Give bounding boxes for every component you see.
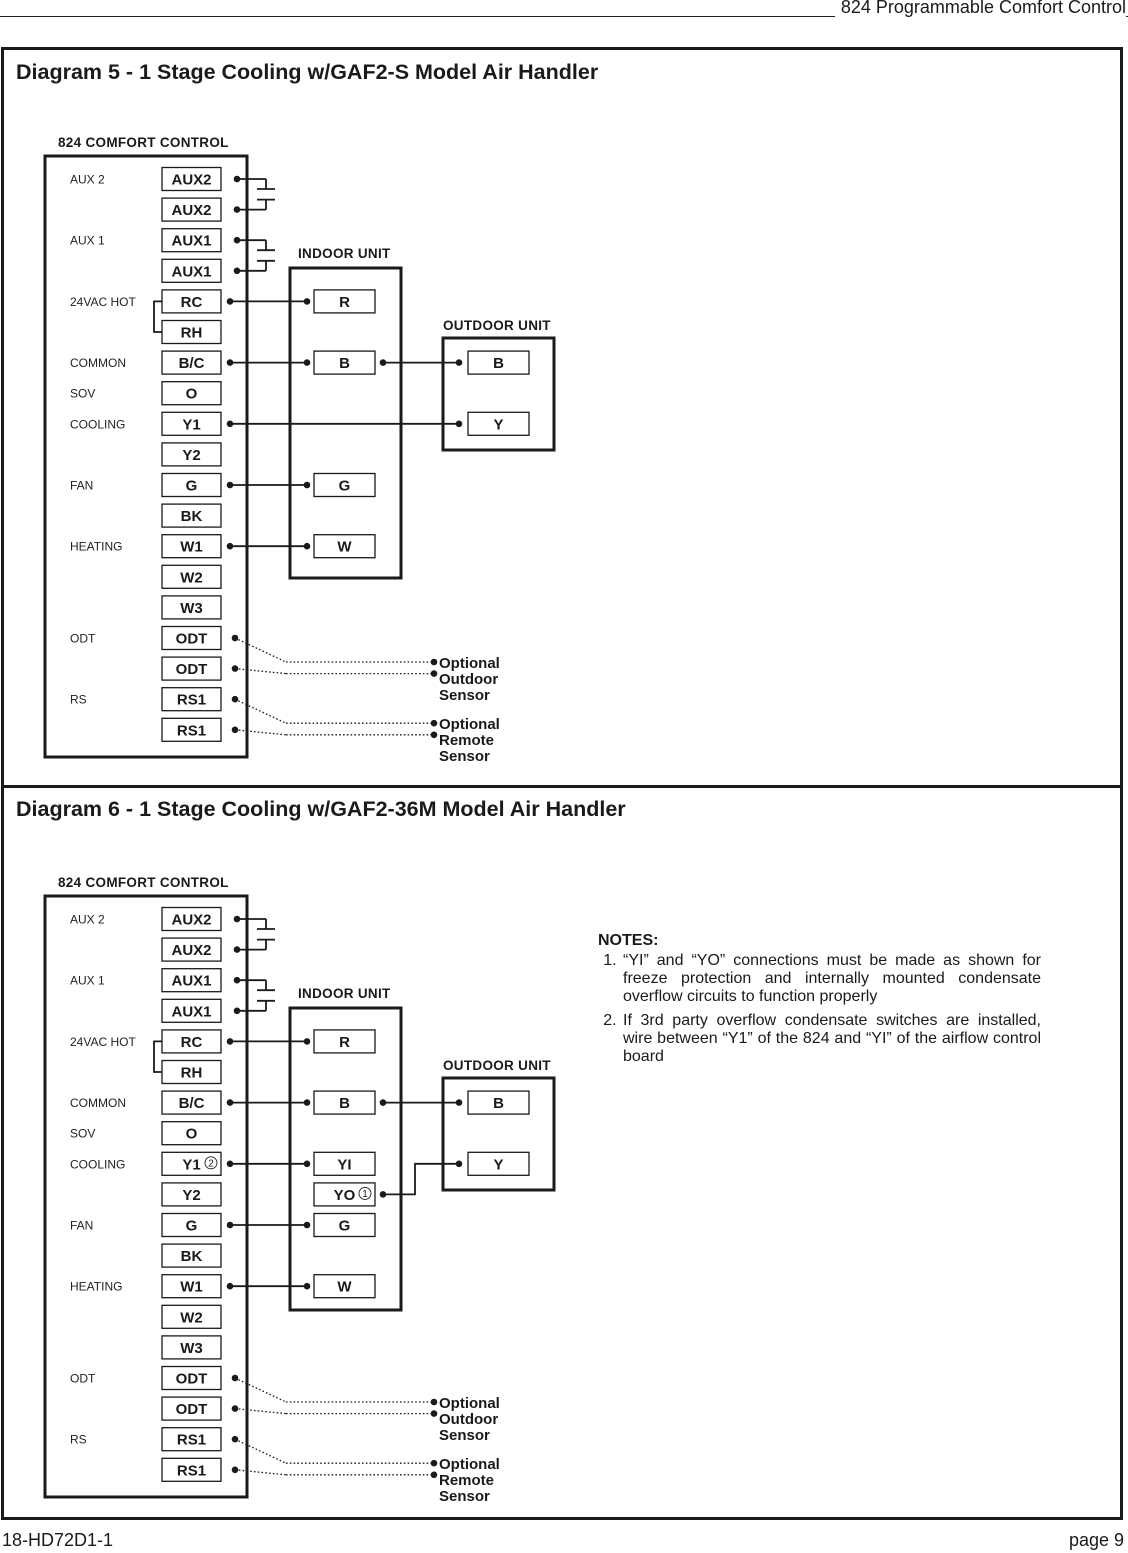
side-label-aux2: AUX 2 [70,912,105,927]
doc-number: 18-HD72D1-1 [2,1530,114,1550]
control-terminal-rc: RC [180,293,203,311]
control-terminal-odt: ODT [175,1370,208,1388]
control-terminal-rs1: RS1 [176,1431,207,1449]
control-terminal-w3: W3 [180,1339,203,1357]
indoor-terminal-g: G [338,1217,351,1235]
control-terminal-rh: RH [180,324,203,342]
indoor-terminal-w: W [337,1278,352,1296]
indoor-terminal-b: B [339,355,350,373]
outdoor-terminal-y: Y [493,1156,504,1174]
optional-remote-sensor-label: Sensor [439,748,490,766]
side-label-heating: HEATING [70,1279,123,1294]
control-terminal-y2: Y2 [182,446,201,464]
control-terminal-y1: Y1 [182,416,201,434]
control-terminal-w1: W1 [180,1278,203,1296]
optional-outdoor-sensor-label: Optional [439,655,500,672]
terminal-dot [431,720,438,727]
diagram-5-wiring [45,135,554,765]
side-label-aux1: AUX 1 [70,233,105,248]
side-label-cooling: COOLING [70,417,126,432]
notes [595,932,1041,1072]
note-marker-y1-text: 2 [208,1158,214,1170]
control-terminal-aux1: AUX1 [171,232,212,250]
terminal-dot [431,670,438,677]
note-2: 2. If 3rd party overflow condensate switches are installed, wire between “Y1” of the 824 and “YI” of the airflow control board [621,1012,1041,1066]
indoor-terminal-yo: YO [333,1186,356,1204]
outdoor-unit-title: OUTDOOR UNIT [443,1058,551,1073]
outdoor-terminal-b: B [493,355,504,373]
side-label-common: COMMON [70,1096,126,1111]
optional-wire [235,1470,286,1475]
control-box-title: 824 COMFORT CONTROL [58,135,229,150]
control-terminal-y1: Y1 [182,1156,201,1174]
side-label-cooling: COOLING [70,1157,126,1172]
control-terminal-rs1: RS1 [176,1462,207,1480]
side-label-sov: SOV [70,1126,96,1141]
optional-wire [235,669,286,674]
side-label-common: COMMON [70,356,126,371]
optional-remote-sensor-label: Optional [439,1456,500,1474]
control-terminal-aux1: AUX1 [171,263,212,281]
control-terminal-g: G [185,477,198,495]
control-terminal-w2: W2 [180,1309,203,1327]
indoor-terminal-r: R [339,293,350,311]
control-terminal-rh: RH [180,1064,203,1082]
control-terminal-bc: B/C [178,355,205,373]
rc-rh-jumper [154,1041,162,1072]
control-terminal-aux2: AUX2 [171,911,212,929]
optional-remote-sensor-label: Sensor [439,1488,490,1506]
optional-outdoor-sensor-label: Sensor [439,687,490,704]
optional-outdoor-sensor-label: Optional [439,1395,500,1412]
optional-remote-sensor-label: Optional [439,716,500,734]
control-terminal-w3: W3 [180,599,203,617]
side-label-hot: 24VAC HOT [70,1034,136,1049]
indoor-terminal-b: B [339,1095,350,1113]
indoor-terminal-w: W [337,538,352,556]
optional-outdoor-sensor-label: Outdoor [439,1411,499,1428]
side-label-odt: ODT [70,631,96,646]
control-terminal-bk: BK [180,1248,203,1266]
optional-wire [235,1409,286,1414]
terminal-dot [431,732,438,739]
side-label-fan: FAN [70,1218,94,1233]
indoor-unit-title: INDOOR UNIT [298,986,391,1001]
notes-heading: NOTES: [598,932,659,949]
indoor-unit-title: INDOOR UNIT [298,246,391,261]
control-terminal-rs1: RS1 [176,691,207,709]
control-terminal-o: O [185,385,198,403]
terminal-dot [431,659,438,666]
control-terminal-w2: W2 [180,569,203,587]
control-terminal-aux1: AUX1 [171,972,212,990]
page-header-title: 824 Programmable Comfort Control [835,0,1126,18]
terminal-dot [431,1472,438,1479]
terminal-dot [431,1399,438,1406]
optional-wire [235,699,286,723]
control-terminal-odt: ODT [175,1401,208,1419]
side-label-rs: RS [70,1432,87,1447]
control-box-title: 824 COMFORT CONTROL [58,875,229,890]
diagram-5-title: Diagram 5 - 1 Stage Cooling w/GAF2-S Model Air Handler [16,60,599,84]
side-label-odt: ODT [70,1371,96,1386]
side-label-aux1: AUX 1 [70,973,105,988]
control-terminal-odt: ODT [175,661,208,679]
indoor-terminal-r: R [339,1033,350,1051]
side-label-aux2: AUX 2 [70,172,105,187]
rc-rh-jumper [154,301,162,332]
side-label-hot: 24VAC HOT [70,294,136,309]
indoor-terminal-g: G [338,477,351,495]
control-terminal-aux2: AUX2 [171,202,212,220]
side-label-heating: HEATING [70,539,123,554]
diagram-6-wiring [45,875,554,1505]
terminal-dot [431,1410,438,1417]
control-terminal-aux2: AUX2 [171,171,212,189]
terminal-dot [431,1460,438,1467]
optional-remote-sensor-label: Remote [439,1472,495,1490]
control-terminal-w1: W1 [180,538,203,556]
side-label-fan: FAN [70,478,94,493]
control-terminal-g: G [185,1217,198,1235]
side-label-sov: SOV [70,386,96,401]
control-terminal-y2: Y2 [182,1186,201,1204]
optional-wire [235,638,286,662]
optional-remote-sensor-label: Remote [439,732,495,750]
optional-wire [235,1439,286,1463]
outdoor-terminal-b: B [493,1095,504,1113]
indoor-terminal-yi: YI [337,1156,352,1174]
diagram-6-title: Diagram 6 - 1 Stage Cooling w/GAF2-36M Model Air Handler [16,797,626,821]
control-terminal-odt: ODT [175,630,208,648]
note-1: 1. “YI” and “YO” connections must be made as shown for freeze protection and internally mounted condensate overflow circuits to function properly [621,952,1041,1006]
optional-wire [235,730,286,735]
control-terminal-aux2: AUX2 [171,942,212,960]
control-terminal-rs1: RS1 [176,722,207,740]
page-number: page 9 [1068,1530,1124,1550]
optional-outdoor-sensor-label: Sensor [439,1427,490,1444]
control-terminal-aux1: AUX1 [171,1003,212,1021]
optional-outdoor-sensor-label: Outdoor [439,671,499,688]
note-marker-yo-text: 1 [362,1188,368,1200]
control-terminal-rc: RC [180,1033,203,1051]
control-terminal-bk: BK [180,508,203,526]
notes-list [595,952,1041,1066]
outdoor-terminal-y: Y [493,416,504,434]
optional-wire [235,1378,286,1402]
terminal-dot [232,1405,239,1412]
side-label-rs: RS [70,692,87,707]
control-terminal-o: O [185,1125,198,1143]
control-terminal-bc: B/C [178,1095,205,1113]
outdoor-unit-title: OUTDOOR UNIT [443,318,551,333]
